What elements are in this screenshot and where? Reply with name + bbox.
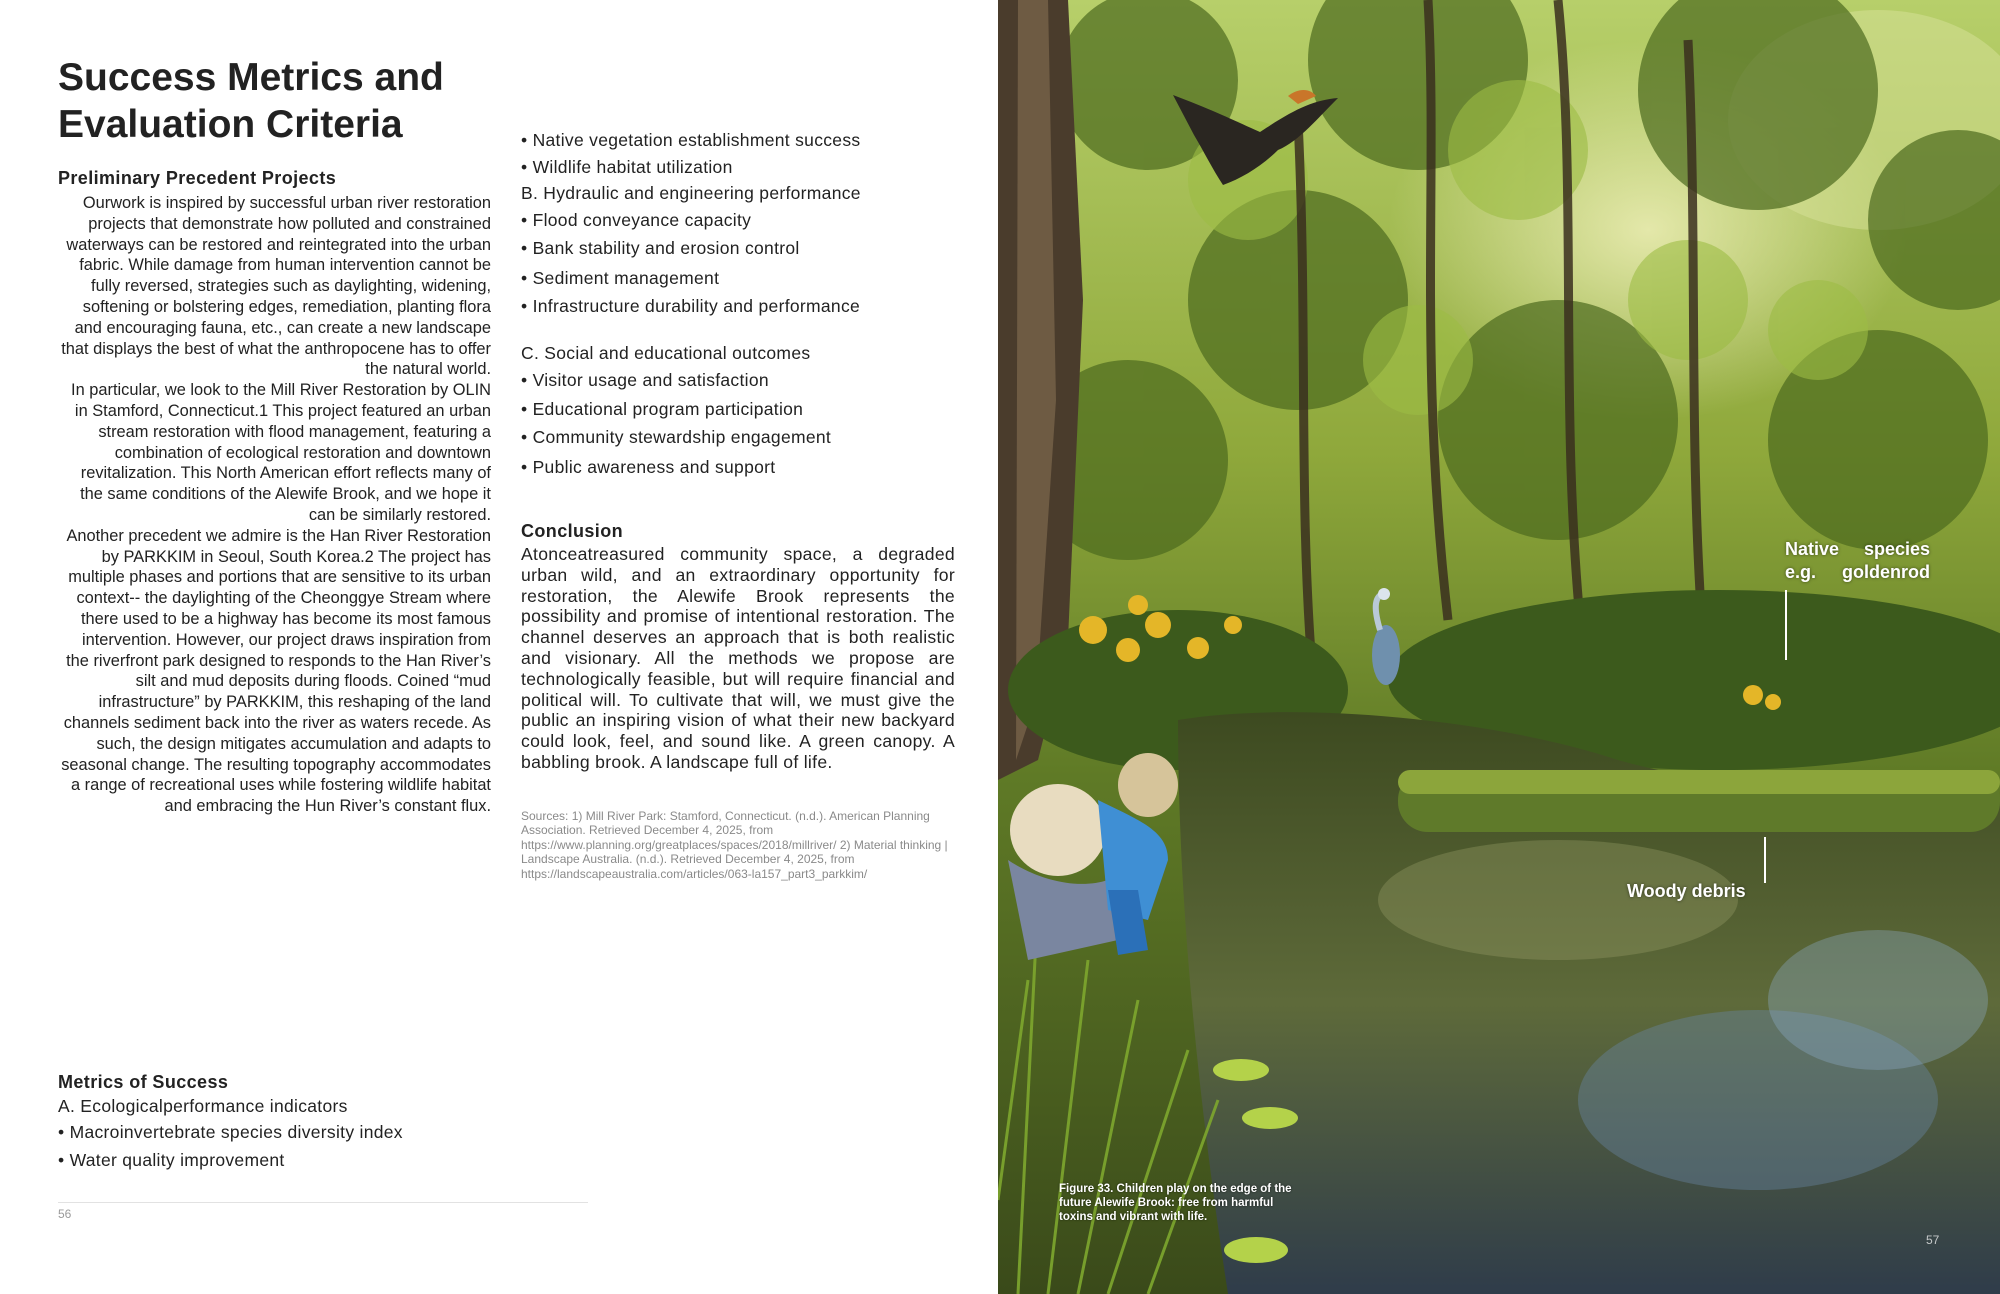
precedent-paragraph-2: In particular, we look to the Mill River Restoration by OLIN in Stamford, Connecticut.1 This project featured an urban stream restoration with flood management, featuring a combination of ecological restoration and downtown revitalization. This North American effort reflects many of the same conditions of the Alewife Brook, and we hope it can be similarly restored. <box>71 381 491 524</box>
creek-photograph <box>998 0 2000 1294</box>
metrics-heading: Metrics of Success <box>58 1072 229 1092</box>
metric-heading-b: B. Hydraulic and engineering performance <box>521 183 861 203</box>
conclusion-heading: Conclusion <box>521 521 623 541</box>
precedent-paragraph-1: Ourwork is inspired by successful urban river restoration projects that demonstrate how polluted and constrained waterways can be restored and reintegrated into the urban fabric. While damage from human intervention cannot be fully reversed, strategies such as daylighting, widening, softening or bolstering edges, remediation, planting flora and encouraging fauna, etc., can create a new landscape that displays the best of what the anthropocene has to offer the natural world. <box>61 194 491 379</box>
metric-line: • Native vegetation establishment success <box>521 130 861 150</box>
label-native-line-2: e.g. goldenrod <box>1785 562 1930 582</box>
page-number-right: 57 <box>1926 1233 1940 1247</box>
conclusion-body: Atonceatreasured community space, a degraded urban wild, and an extraordinary opportunity for restoration, the Alewife Brook represents the possibility and promise of intentional restoration. The channel deserves an approach that is both realistic and visionary. All the methods we propose are technologically feasible, but will require financial and political will. To cultivate that will, we must give the public an inspiring vision of what their new backyard could look, feel, and sound like. A green canopy. A babbling brook. A landscape full of life. <box>521 544 955 772</box>
metric-heading-a: A. Ecologicalperformance indicators <box>58 1096 348 1116</box>
precedent-paragraph-3: Another precedent we admire is the Han River Restoration by PARKKIM in Seoul, South Korea.2 The project has multiple phases and portions that are sensitive to its urban context-- the daylighting of the Cheonggye Stream where there used to be a highway has become its most famous intervention. However, our project draws inspiration from the riverfront park designed to responds to the Han River’s silt and mud deposits during floods. Coined “mud infrastructure” by PARKKIM, this reshaping of the land channels sediment back into the river as waters recede. As such, the design mitigates accumulation and adapts to seasonal change. The resulting topography accommodates a range of recreational uses while fostering wildlife habitat and embracing the Hun River’s constant flux. <box>61 526 491 816</box>
sources-note: Sources: 1) Mill River Park: Stamford, Connecticut. (n.d.). American Planning Association. Retrieved December 4, 2025, from https://www.planning.org/greatplaces/spaces/2018/millriver/ 2) Material thinking | Landscape Australia. (n.d.). Retrieved December 4, 2025, from https://landscapeaustralia.com/articles/063-la157_part3_parkkim/ <box>521 808 948 881</box>
label-woody-debris: Woody debris <box>1627 881 1746 901</box>
metric-line: • Educational program participation <box>521 399 804 419</box>
creek-scene-illustration <box>998 0 2000 1294</box>
metric-line: • Community stewardship engagement <box>521 427 832 447</box>
precedent-heading: Preliminary Precedent Projects <box>58 168 337 188</box>
metric-line: • Bank stability and erosion control <box>521 238 800 258</box>
metric-line: • Public awareness and support <box>521 457 776 477</box>
label-native-line-1: Native species <box>1785 539 1930 559</box>
page-number-left: 56 <box>58 1207 72 1221</box>
precedent-column <box>58 168 491 817</box>
metric-line: • Flood conveyance capacity <box>521 210 752 230</box>
metric-line: • Wildlife habitat utilization <box>521 157 733 177</box>
figure-caption: Figure 33. Children play on the edge of the future Alewife Brook: free from harmful toxins and vibrant with life. <box>1059 1183 1292 1223</box>
left-page <box>0 0 998 1294</box>
metric-line: • Water quality improvement <box>58 1150 285 1170</box>
metric-line: • Infrastructure durability and performance <box>521 296 861 316</box>
label-native-species <box>1785 538 1930 584</box>
page-title: Success Metrics and Evaluation Criteria <box>58 56 444 146</box>
metric-line: • Sediment management <box>521 268 720 288</box>
metric-line: • Macroinvertebrate species diversity index <box>58 1122 403 1142</box>
metric-line: • Visitor usage and satisfaction <box>521 370 769 390</box>
metrics-continued-column <box>521 130 955 881</box>
metric-heading-c: C. Social and educational outcomes <box>521 343 811 363</box>
metrics-of-success <box>58 1072 538 1170</box>
footer-rule <box>58 1202 588 1203</box>
